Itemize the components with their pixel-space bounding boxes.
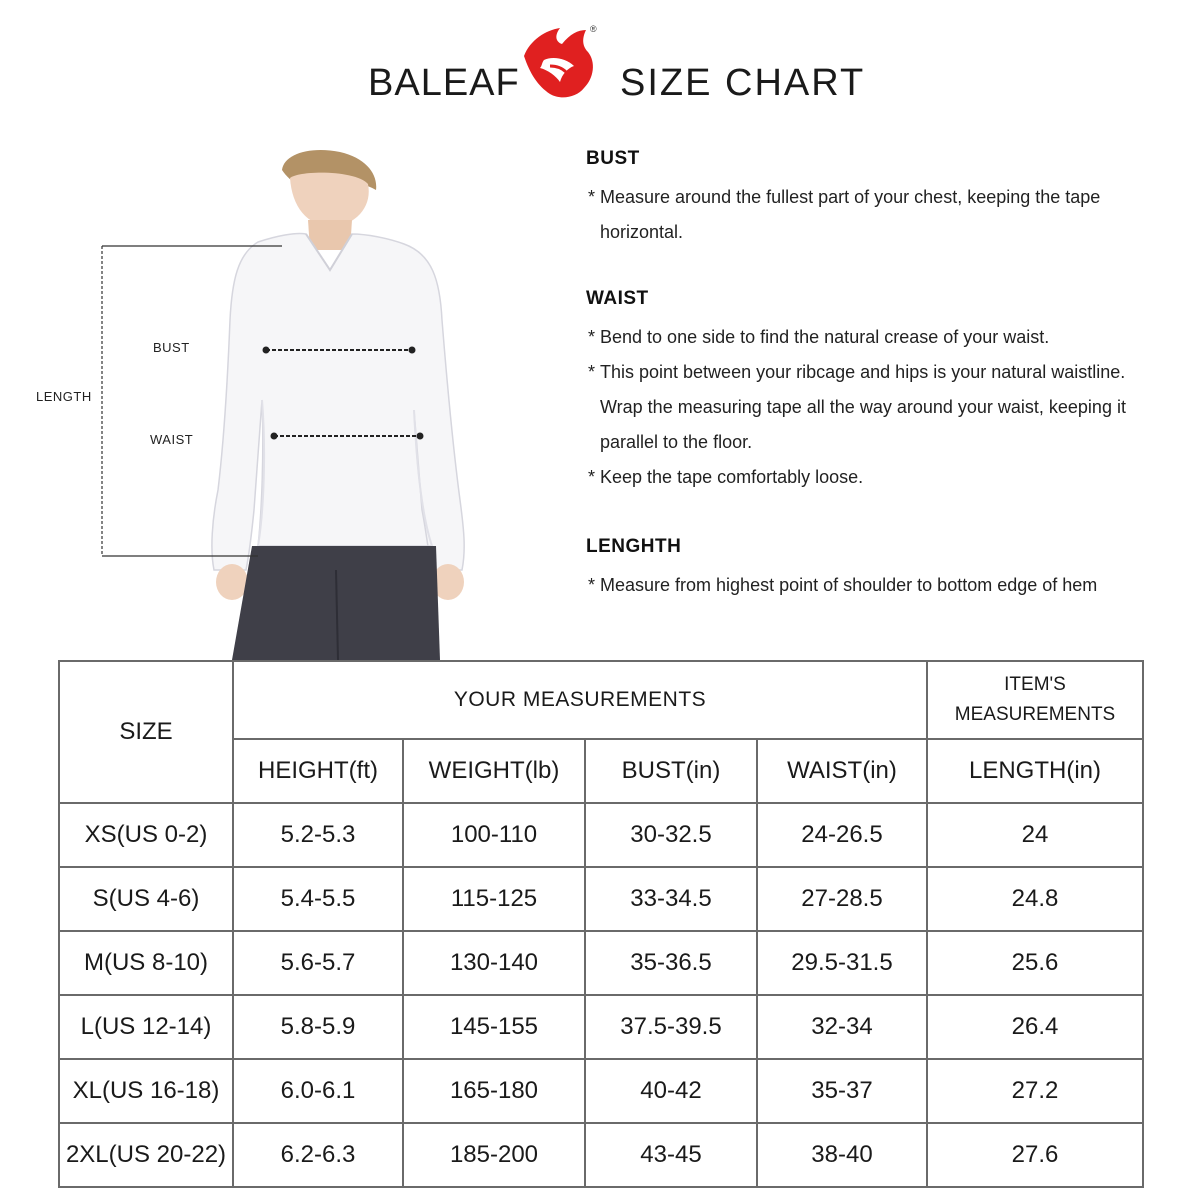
waist-column-header: WAIST(in) [757, 739, 927, 803]
table-row [59, 1123, 1143, 1187]
weight-cell: 145-155 [403, 995, 585, 1059]
weight-column-header: WEIGHT(lb) [403, 739, 585, 803]
table-row [59, 1059, 1143, 1123]
bust-heading: BUST [586, 148, 640, 169]
height-cell: 5.4-5.5 [233, 867, 403, 931]
bust-column-header: BUST(in) [585, 739, 757, 803]
model-illustration [0, 150, 560, 660]
instruction-item: * Measure around the fullest part of your chest, keeping the tape horizontal. [588, 187, 1101, 242]
weight-cell: 115-125 [403, 867, 585, 931]
bust-cell: 43-45 [585, 1123, 757, 1187]
bust-label: BUST [153, 340, 190, 355]
waist-cell: 27-28.5 [757, 867, 927, 931]
brand-name: BALEAF [368, 62, 520, 104]
height-cell: 6.2-6.3 [233, 1123, 403, 1187]
table-row [59, 803, 1143, 867]
height-cell: 6.0-6.1 [233, 1059, 403, 1123]
model-figure [0, 150, 560, 660]
weight-cell: 165-180 [403, 1059, 585, 1123]
waist-cell: 32-34 [757, 995, 927, 1059]
size-cell: XS(US 0-2) [59, 803, 233, 867]
size-column-header: SIZE [59, 661, 233, 803]
size-cell: L(US 12-14) [59, 995, 233, 1059]
bust-cell: 33-34.5 [585, 867, 757, 931]
length-instructions [586, 536, 1166, 603]
height-cell: 5.8-5.9 [233, 995, 403, 1059]
length-cell: 27.6 [927, 1123, 1143, 1187]
length-heading: LENGHTH [586, 536, 682, 557]
bust-cell: 35-36.5 [585, 931, 757, 995]
instruction-item: * Bend to one side to find the natural crease of your waist. [588, 327, 1050, 347]
length-column-header: LENGTH(in) [927, 739, 1143, 803]
length-label: LENGTH [36, 389, 92, 404]
weight-cell: 100-110 [403, 803, 585, 867]
waist-label: WAIST [150, 432, 194, 447]
length-cell: 26.4 [927, 995, 1143, 1059]
weight-cell: 130-140 [403, 931, 585, 995]
length-cell: 25.6 [927, 931, 1143, 995]
height-column-header: HEIGHT(ft) [233, 739, 403, 803]
size-cell: XL(US 16-18) [59, 1059, 233, 1123]
items-measurements-header: ITEM'S MEASUREMENTS [927, 661, 1143, 739]
length-cell: 24.8 [927, 867, 1143, 931]
table-row [59, 995, 1143, 1059]
waist-cell: 29.5-31.5 [757, 931, 927, 995]
waist-cell: 38-40 [757, 1123, 927, 1187]
table-row [59, 931, 1143, 995]
header [0, 0, 1200, 130]
size-cell: 2XL(US 20-22) [59, 1123, 233, 1187]
instruction-item: * Measure from highest point of shoulder to bottom edge of hem [588, 575, 1098, 595]
height-cell: 5.2-5.3 [233, 803, 403, 867]
instruction-item: * This point between your ribcage and hips is your natural waistline. Wrap the measuring tape all the way around your waist, keeping it parallel to the floor. [588, 362, 1126, 452]
height-cell: 5.6-5.7 [233, 931, 403, 995]
page-title: SIZE CHART [620, 62, 866, 104]
size-cell: M(US 8-10) [59, 931, 233, 995]
bust-instructions [586, 148, 1166, 250]
table-row [59, 867, 1143, 931]
bust-cell: 40-42 [585, 1059, 757, 1123]
length-cell: 27.2 [927, 1059, 1143, 1123]
weight-cell: 185-200 [403, 1123, 585, 1187]
waist-cell: 35-37 [757, 1059, 927, 1123]
waist-instructions [586, 288, 1166, 495]
bust-cell: 37.5-39.5 [585, 995, 757, 1059]
registered-mark: ® [590, 24, 597, 34]
waist-cell: 24-26.5 [757, 803, 927, 867]
your-measurements-header: YOUR MEASUREMENTS [233, 661, 927, 739]
size-table [58, 660, 1144, 1188]
leaf-flame-logo-icon [516, 22, 602, 106]
length-cell: 24 [927, 803, 1143, 867]
instruction-item: * Keep the tape comfortably loose. [588, 467, 864, 487]
waist-heading: WAIST [586, 288, 649, 309]
size-cell: S(US 4-6) [59, 867, 233, 931]
bust-cell: 30-32.5 [585, 803, 757, 867]
